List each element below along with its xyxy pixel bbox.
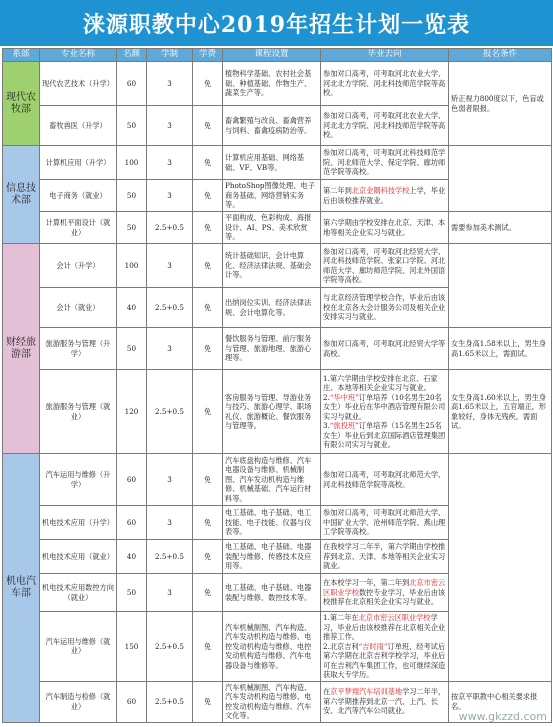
header-quota: 名额 xyxy=(117,49,147,62)
dept-agriculture: 现代农牧部 xyxy=(3,62,40,146)
destination: 第二年到北京金隅科技学校上学，毕业后由该校推荐就业。 xyxy=(321,180,449,212)
quota: 60 xyxy=(117,506,147,540)
table-row xyxy=(3,328,552,370)
fee: 免 xyxy=(193,612,223,682)
requirements-empty xyxy=(449,244,552,328)
term: 3 xyxy=(147,454,193,506)
destination: 与北京经济管理学校合作，毕业后由该校在北京各大会计服务公司及相关企业安排实习与就业。 xyxy=(321,288,449,328)
table-row xyxy=(3,454,552,506)
quota: 40 xyxy=(117,540,147,574)
major-name: 汽车运用与维修（升学） xyxy=(40,454,117,506)
major-name: 汽车运用与维修（就业） xyxy=(40,612,117,682)
quota: 150 xyxy=(117,612,147,682)
destination: 1.第六学期由学校安排在北京、石家庄、本地等相关企业实习与就业。 2.“华中班”订单培养（10名男生20名女生）毕业后在华中酒店管理有限公司实习与就业。 3.“旅投班”订单培养（15名男生25名女生）毕业后到北京国际酒店管理集团有限公司实习与就业。 xyxy=(321,370,449,454)
quota: 50 xyxy=(117,328,147,370)
courses: 畜禽繁殖与改良、畜禽营养与饲料、畜禽疫病防治等。 xyxy=(223,106,321,146)
courses: 统计基础知识、会计电算化、经济法律法规、基础会计等。 xyxy=(223,244,321,288)
term: 3 xyxy=(147,574,193,612)
term: 2.5+0.5 xyxy=(147,288,193,328)
destination: 参加对口高考，可考取河北科技师范学院、河北师范大学、保定学院、廊坊师范学院等高校。 xyxy=(321,146,449,180)
fee: 免 xyxy=(193,62,223,106)
destination: 参加对口高考，可考取河北经贸大学、河北科技师范学院、张家口学院、河北师范大学、廊坊师范学院、河北外国语学院等高校。 xyxy=(321,244,449,288)
major-name: 机电技术应用（升学） xyxy=(40,506,117,540)
term: 2.5+0.5 xyxy=(147,370,193,454)
major-name: 畜牧兽医（升学） xyxy=(40,106,117,146)
courses: 餐饮服务与管理、前厅服务与管理、旅游地理、旅游心理等。 xyxy=(223,328,321,370)
major-name: 现代农艺技术（升学） xyxy=(40,62,117,106)
term: 3 xyxy=(147,106,193,146)
destination: 参加对口高考，可考取河北农业大学、河北北方学院、河北科技师范学院等高校。 xyxy=(321,62,449,106)
major-name: 电子商务（就业） xyxy=(40,180,117,212)
requirements: 需要参加美术测试。 xyxy=(449,212,552,244)
quota: 60 xyxy=(117,454,147,506)
destination: 第六学期由学校安排在北京、天津、本地等相关企业实习与就业。 xyxy=(321,212,449,244)
fee: 免 xyxy=(193,146,223,180)
fee: 免 xyxy=(193,574,223,612)
quota: 50 xyxy=(117,106,147,146)
requirements-empty xyxy=(449,454,552,682)
term: 2.5+0.5 xyxy=(147,681,193,722)
header-destination: 毕业去向 xyxy=(321,49,449,62)
term: 2.5+0.5 xyxy=(147,540,193,574)
major-name: 机电技术应用数控方向（就业） xyxy=(40,574,117,612)
major-name: 会计（升学） xyxy=(40,244,117,288)
header-requirements: 报名条件 xyxy=(449,49,552,62)
dept-mechatronics-auto: 机电汽车部 xyxy=(3,454,40,723)
courses: PhotoShop图像处理、电子商务基础、网络营销实务等。 xyxy=(223,180,321,212)
quota: 120 xyxy=(117,370,147,454)
term: 3 xyxy=(147,62,193,106)
major-name: 会计（就业） xyxy=(40,288,117,328)
fee: 免 xyxy=(193,180,223,212)
requirements: 女生身高1.60米以上，男生身高1.65米以上，五官端正，形象较好，身体无残疾，需面试。 xyxy=(449,370,552,454)
major-name: 计算机平面设计（就业） xyxy=(40,212,117,244)
fee: 免 xyxy=(193,106,223,146)
courses: 电工基础、电子基础、电工技能、电子技能、仪器与仪表等。 xyxy=(223,506,321,540)
courses: 汽车机械制图、汽车构造、汽车发动机构造与维修、电控发动机构造与维修、汽车文化等。 xyxy=(223,681,321,722)
quota: 40 xyxy=(117,288,147,328)
table-row xyxy=(3,146,552,180)
major-name: 旅游服务与管理（升学） xyxy=(40,328,117,370)
fee: 免 xyxy=(193,370,223,454)
courses: 汽车机械制图、汽车构造、汽车发动机构造与维修、电控发动机构造与维修、电控发动机构造与维修、汽车电器设备与维修等。 xyxy=(223,612,321,682)
term: 3 xyxy=(147,328,193,370)
courses: 汽车底盘构造与维修、汽车电器设备与维修、机械制图、汽车发动机构造与维修、机械基础、汽车运行材料等。 xyxy=(223,454,321,506)
quota: 100 xyxy=(117,146,147,180)
quota: 50 xyxy=(117,212,147,244)
major-name: 机电技术应用（就业） xyxy=(40,540,117,574)
quota: 50 xyxy=(117,574,147,612)
major-name: 旅游服务与管理（就业） xyxy=(40,370,117,454)
term: 2.5+0.5 xyxy=(147,612,193,682)
enrollment-table xyxy=(2,48,552,723)
header-term: 学制 xyxy=(147,49,193,62)
table-row xyxy=(3,212,552,244)
courses: 电工基础、电子基础、电器装配与维修、数控技术等。 xyxy=(223,574,321,612)
term: 3 xyxy=(147,146,193,180)
courses: 电工基础、电子基础、电器装配与维修、传感技术及应用等。 xyxy=(223,540,321,574)
term: 2.5+0.5 xyxy=(147,212,193,244)
term: 3 xyxy=(147,244,193,288)
header-major: 专业名称 xyxy=(40,49,117,62)
requirements: 女生身高1.58米以上，男生身高1.65米以上，需面试。 xyxy=(449,328,552,370)
destination: 参加对口高考，可考取河北经贸大学等高校。 xyxy=(321,328,449,370)
page-title: 涞源职教中心2019年招生计划一览表 xyxy=(0,0,553,46)
major-name: 汽车制造与检修（就业） xyxy=(40,681,117,722)
header-dept: 系部 xyxy=(3,49,40,62)
fee: 免 xyxy=(193,244,223,288)
table-row xyxy=(3,244,552,288)
quota: 60 xyxy=(117,681,147,722)
destination: 参加对口高考，可考取河北师范大学、中国矿业大学、沧州师范学院、燕山理工学院等高校。 xyxy=(321,506,449,540)
fee: 免 xyxy=(193,506,223,540)
dept-information: 信息技术部 xyxy=(3,146,40,244)
fee: 免 xyxy=(193,288,223,328)
header-fee: 学费 xyxy=(193,49,223,62)
fee: 免 xyxy=(193,681,223,722)
destination: 1.第二年在北京市密云区职业学校学习，毕业后由该校推荐在北京相关企业推荐工作。 2.北京吉利“吉时雨”订单班，经考试后第六学期在北京吉利学校学习，毕业后可在吉利汽车集团工作，也可继续深造获取大专学历。 xyxy=(321,612,449,682)
major-name: 计算机应用（升学） xyxy=(40,146,117,180)
courses: 平面构成、色彩构成、海报设计、AI、PS、美术欣赏等。 xyxy=(223,212,321,244)
quota: 100 xyxy=(117,244,147,288)
courses: 出纳岗位实训、经济法律法规、会计电算化等。 xyxy=(223,288,321,328)
courses: 客房服务与管理、导游业务与技巧、旅游心理学、职场礼仪、旅游概论、餐饮服务与管理等。 xyxy=(223,370,321,454)
quota: 60 xyxy=(117,62,147,106)
courses: 计算机应用基础、网络基础、VF、VB等。 xyxy=(223,146,321,180)
fee: 免 xyxy=(193,328,223,370)
table-row xyxy=(3,62,552,106)
fee: 免 xyxy=(193,212,223,244)
destination: 参加对口高考，可考取河北农业大学、河北北方学院、河北科技师范学院等高校。 xyxy=(321,106,449,146)
requirements-empty xyxy=(449,146,552,212)
requirements: 按京平职教中心相关要求报名。 xyxy=(449,681,552,722)
header-courses: 课程设置 xyxy=(223,49,321,62)
fee: 免 xyxy=(193,540,223,574)
requirements: 矫正视力800度以下，色盲或色弱者限报。 xyxy=(449,62,552,146)
destination: 在本校学习一年，第二年到北京市密云区职业学校数控专业学习，毕业后由该校推荐在北京相关企业实习与就业。 xyxy=(321,574,449,612)
term: 3 xyxy=(147,180,193,212)
header-row xyxy=(3,49,552,62)
watermark: www.gkzzd.com xyxy=(458,710,547,723)
table-row xyxy=(3,370,552,454)
term: 3 xyxy=(147,506,193,540)
destination: 在京平梦翔汽车培训基地学习二年半，第六学期推荐到北京一汽、上汽、长安、北汽等汽车公司就业。 xyxy=(321,681,449,722)
courses: 植物科学基础、农村社会基础、种植基础、作物生产、蔬菜生产等。 xyxy=(223,62,321,106)
destination: 参加对口高考，可考取河北师范大学、河北科技师范学院等高校。 xyxy=(321,454,449,506)
fee: 免 xyxy=(193,454,223,506)
destination: 在我校学习二年半，第六学期由学校推荐到北京、天津、本地等相关企业实习就业。 xyxy=(321,540,449,574)
dept-finance-tourism: 财经旅游部 xyxy=(3,244,40,454)
quota: 50 xyxy=(117,180,147,212)
